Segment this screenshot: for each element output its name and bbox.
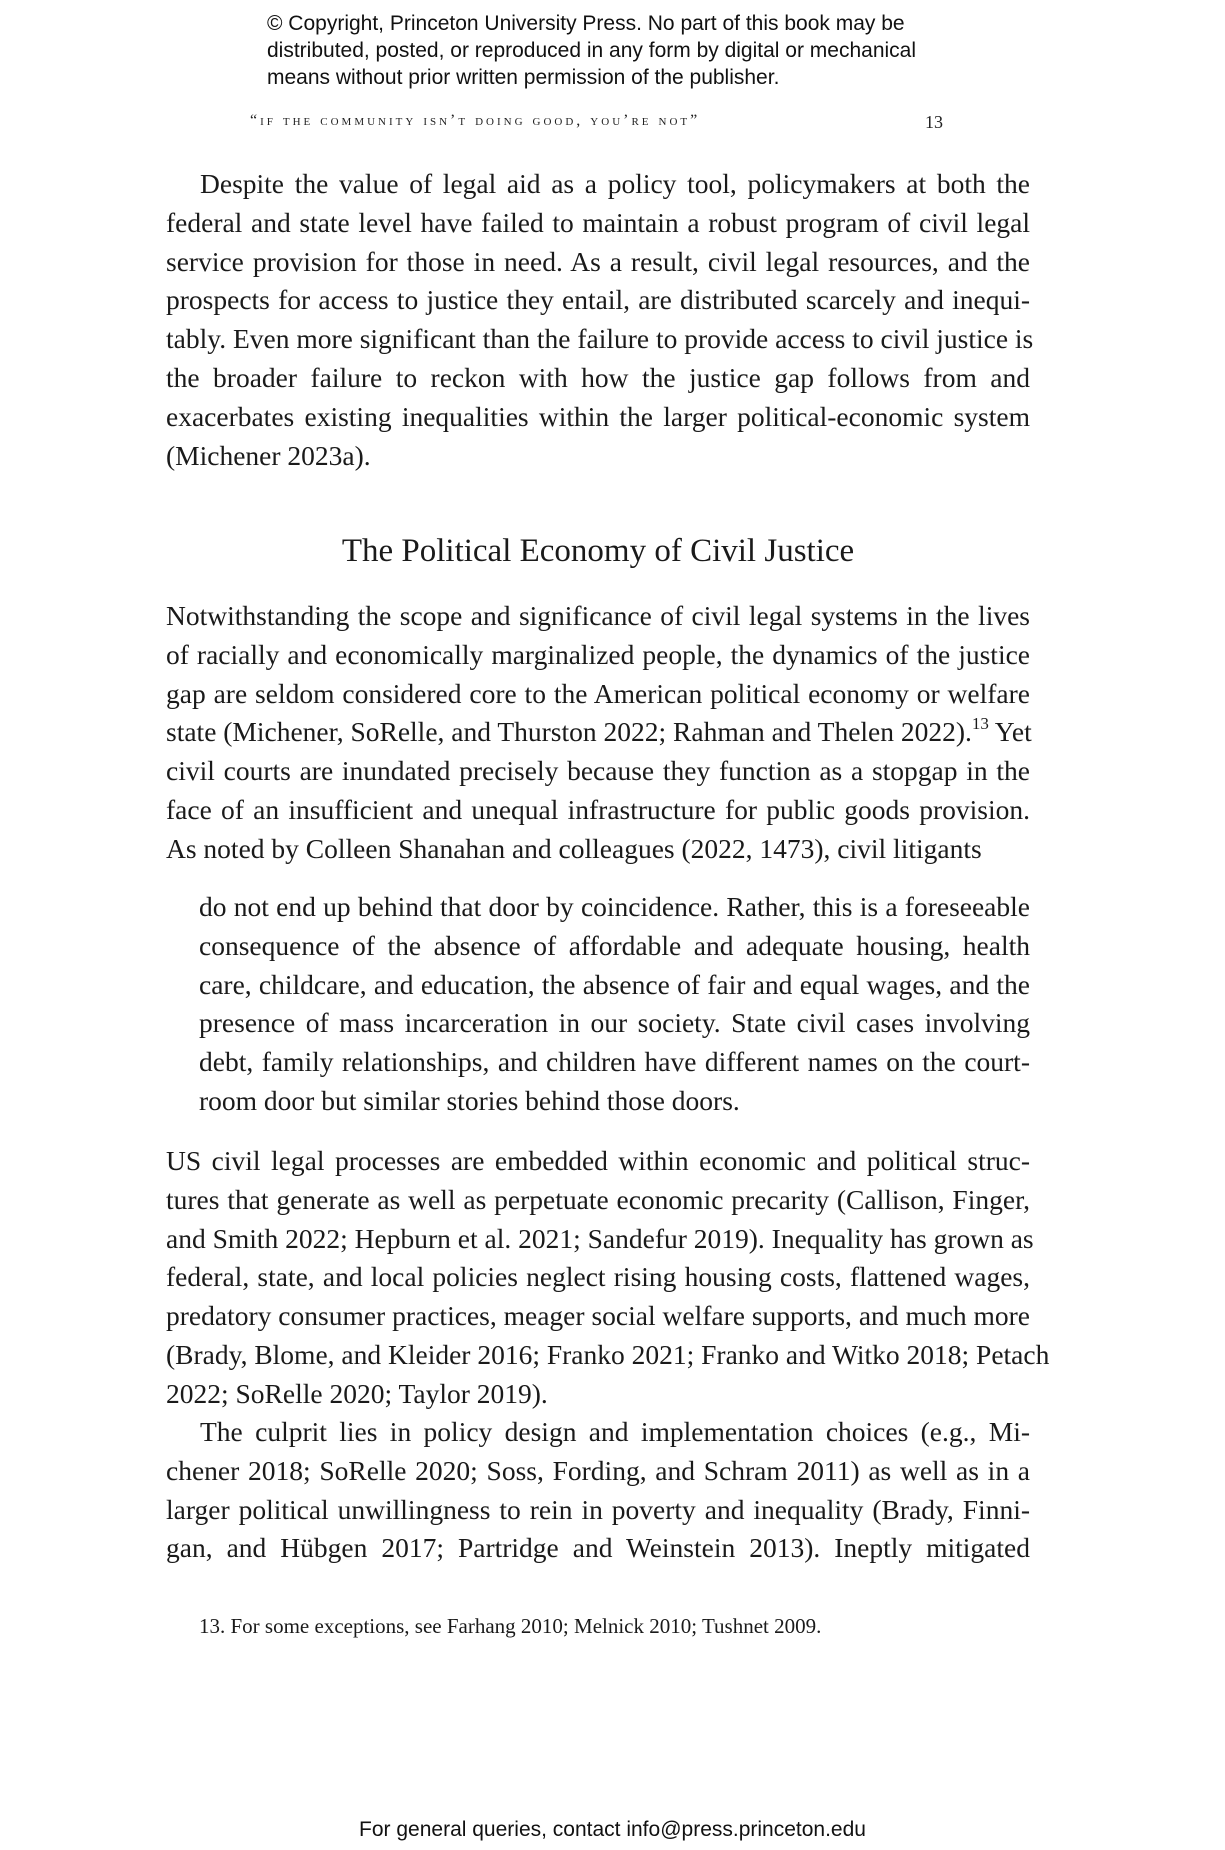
section-heading: The Political Economy of Civil Justice: [341, 533, 855, 569]
text-segment: state (Michener, SoRelle, and Thurston 2022; Rahman and Thelen 2022).: [166, 716, 972, 748]
copyright-line: © Copyright, Princeton University Press. No part of this book may be: [267, 12, 905, 35]
text-line: chener 2018; SoRelle 2020; Soss, Fording, and Schram 2011) as well as in a: [166, 1454, 1030, 1486]
text-line: of racially and economically marginalized people, the dynamics of the justice: [166, 638, 1030, 670]
text-line: As noted by Colleen Shanahan and colleagues (2022, 1473), civil litigants: [166, 832, 982, 864]
text-line: service provision for those in need. As a result, civil legal resources, and the: [166, 245, 1030, 277]
paragraph-3: [166, 1142, 1050, 1414]
text-line: tably. Even more significant than the failure to provide access to civil justice is: [166, 323, 1034, 355]
text-line: presence of mass incarceration in our society. State civil cases involving: [199, 1007, 1030, 1039]
paragraph-1: [166, 165, 1034, 475]
text-line: the broader failure to reckon with how the justice gap follows from and: [166, 361, 1030, 393]
footnote-13: 13. For some exceptions, see Farhang 2010; Melnick 2010; Tushnet 2009.: [199, 1614, 822, 1638]
text-line: gap are seldom considered core to the American political economy or welfare: [166, 677, 1030, 709]
text-line: and Smith 2022; Hepburn et al. 2021; Sandefur 2019). Inequality has grown as: [166, 1222, 1034, 1254]
page-number: 13: [925, 112, 943, 132]
text-line: (Brady, Blome, and Kleider 2016; Franko 2021; Franko and Witko 2018; Petach: [166, 1338, 1050, 1370]
text-line: civil courts are inundated precisely because they function as a stopgap in the: [166, 755, 1030, 787]
text-line: US civil legal processes are embedded within economic and political struc-: [166, 1145, 1030, 1176]
text-line: predatory consumer practices, meager social welfare supports, and much more: [166, 1300, 1030, 1332]
footnote-ref[interactable]: 13: [971, 714, 989, 734]
text-line: consequence of the absence of affordable and adequate housing, health: [199, 929, 1030, 961]
text-line: care, childcare, and education, the absence of fair and equal wages, and the: [199, 968, 1030, 1000]
text-line: do not end up behind that door by coincidence. Rather, this is a foreseeable: [199, 891, 1030, 922]
text-line: debt, family relationships, and children have different names on the court-: [199, 1046, 1030, 1078]
text-line: federal, state, and local policies neglect rising housing costs, flattened wages,: [166, 1261, 1030, 1293]
text-line: 2022; SoRelle 2020; Taylor 2019).: [166, 1377, 548, 1409]
text-line: Notwithstanding the scope and significance of civil legal systems in the lives: [166, 600, 1030, 631]
text-line: Despite the value of legal aid as a policy tool, policymakers at both the: [200, 168, 1030, 199]
text-line: federal and state level have failed to maintain a robust program of civil legal: [166, 206, 1030, 238]
text-line: larger political unwillingness to rein in poverty and inequality (Brady, Finni-: [166, 1493, 1030, 1525]
paragraph-2: [166, 597, 1030, 869]
text-line: (Michener 2023a).: [166, 439, 371, 471]
text-line: tures that generate as well as perpetuate economic precarity (Callison, Finger,: [166, 1183, 1030, 1215]
paragraph-4: [166, 1413, 1030, 1568]
copyright-line: means without prior written permission of the publisher.: [267, 66, 780, 89]
running-head: “if the community isn’t doing good, you’re not”: [250, 112, 701, 129]
text-line: exacerbates existing inequalities within the larger political-economic system: [166, 400, 1030, 432]
copyright-line: distributed, posted, or reproduced in any form by digital or mechanical: [267, 39, 917, 62]
text-line: The culprit lies in policy design and implementation choices (e.g., Mi-: [200, 1416, 1030, 1447]
text-line: room door but similar stories behind those doors.: [199, 1084, 740, 1116]
copyright-notice: [267, 10, 1027, 91]
text-segment: Yet: [988, 716, 1032, 748]
text-line: gan, and Hübgen 2017; Partridge and Weinstein 2013). Ineptly mitigated: [166, 1532, 1030, 1564]
block-quote: [199, 888, 1030, 1121]
text-line: prospects for access to justice they entail, are distributed scarcely and inequi-: [166, 284, 1030, 316]
footer-contact: For general queries, contact info@press.princeton.edu: [359, 1818, 866, 1841]
text-line: face of an insufficient and unequal infrastructure for public goods provision.: [166, 793, 1030, 825]
text-line-with-footnote: [166, 713, 1030, 752]
